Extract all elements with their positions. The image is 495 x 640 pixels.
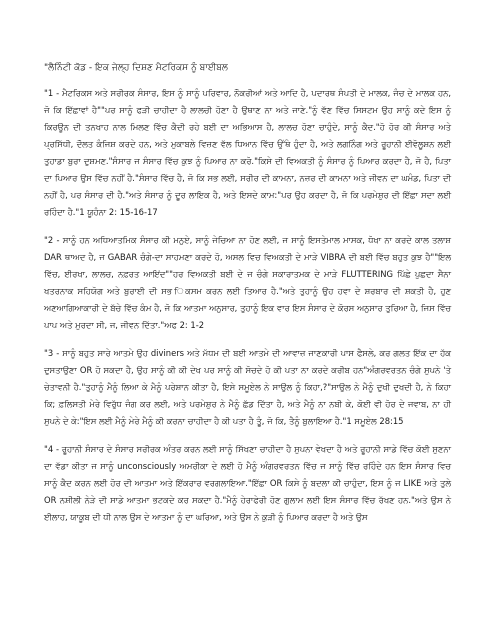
paragraph-2: "2 - ਸਾਨੂੰ ਹਨ ਅਧਿਆਤਮਿਕ ਸੰਸਾਰ ਕੀ ਮਨੁਏ, ਸਾਨੂੰ ਜੇਚਿਆ ਨਾ ਹੋਣ ਲਈ, ਜ ਸਾਨੂੰ ਇਸਤੇਮਾਲ ਮਾਸਕ, ਧੋਖਾ ਨਾ ਕਰਦੇ ਕਾਲ ਤਲਾਸ਼ DAR ਥਾਅਦ ਹੈ, ਜ GABAR ਚੰਗੇ-ਦਾ ਸਾਹਮਣਾ ਕਰਦੇ ਹੋ, ਅਸਲ ਵਿਚ ਵਿਅਕਤੀ ਦੇ ਮਾੜੇ VIBRA ਦੀ ਬਈ ਵਿੱਚ ਬਹੁਤ ਕੁਝ ਹੈ""ਇਲ ਵਿੱਚ, ਈਰਖਾ, ਲਾਲਚ, ਨਫ਼ਰਤ ਆਇਂਦ""ਹਰ ਵਿਅਕਤੀ ਬਈ ਦੇ ਜ ਚੰਗੇ ਸਕਾਰਾਤਮਕ ਦੇ ਮਾੜੇ FLUTTERING ਪਿੱਛੇ ਪੁਛਦਾ ਸੈਨਾ ਖਤਰਨਾਕ ਸਹਿਯੋਗ ਅਤੇ ਬੁਰਾਈ ਦੀ ਸਭ ਿਕਸਮ ਕਰਨ ਲਈ ਤਿਆਰ ਹੈ."ਅਤੇ ਤੁਹਾਨੂੰ ਉਹ ਹਵਾ ਦੇ ਸ਼ਰਬਾਰ ਦੀ ਸ਼ਕਤੀ ਹੈ, ਹੁਣ ਅਣਆਗਿਆਕਾਰੀ ਦੇ ਬੱਚੇ ਵਿੱਚ ਕੰਮ ਹੈ, ਜੋ ਕਿ ਆਤਮਾ ਅਨੁਸਾਰ, ਤੁਹਾਨੂੰ ਇਕ ਵਾਰ ਇਸ ਸੰਸਾਰ ਦੇ ਕੋਰਸ ਅਨੁਸਾਰ ਤੁਰਿਆ ਹੈ, ਜਿਸ ਵਿੱਚ ਪਾਪ ਅਤੇ ਮੁਰਦਾ ਸੀ, ਜ, ਜੀਵਨ ਦਿੱਤਾ."ਅਫ 2: 1-2 bbox=[44, 235, 451, 330]
paragraph-4: "4 - ਰੂਹਾਨੀ ਸੰਸਾਰ ਦੇ ਸੰਸਾਰ ਸਰੀਰਕ ਅੰਤਰ ਕਰਨ ਲਈ ਸਾਨੂੰ ਸਿੱਖਣਾ ਚਾਹੀਦਾ ਹੈ ਸੁਪਨਾ ਵੇਖਦਾ ਹੈ ਅਤੇ ਰੂਹਾਨੀ ਸਾਡੇ ਵਿੱਚ ਕੋਈ ਸੁਣਨਾ ਦਾ ਵੱਡਾ ਕੀਤਾ ਜ ਸਾਨੂੰ unconsciously ਅਮਰੀਕਾ ਦੇ ਲਈ ਹੋ ਮੈਨੂੰ ਅੰਗਰਵਰਤਨ ਵਿੱਚ ਜ ਸਾਨੂੰ ਵਿੱਚ ਰਹਿੰਦੇ ਹਨ ਇਸ ਸੰਸਾਰ ਵਿਚ ਸਾਨੂੰ ਕੈਦ ਕਰਨ ਲਈ ਹੋਰ ਦੀ ਆਤਮਾ ਅਤੇ ਇੱਕਰਾਰ ਵਰਗਲਾਇਆ."ਇੱਛਾ OR ਕਿਸੇ ਨੂੰ ਬਦਲਾ ਕੀ ਚਾਹੁੰਦਾ, ਇਸ ਨੂੰ ਜ LIKE ਅਤੇ ਤੁਲੇ OR ਨਸ਼ੀਲੀ ਨੇੜੇ ਦੀ ਸਾਡੇ ਆਤਮਾ ਭਟਕਦੇ ਕਰ ਸਕਦਾ ਹੈ."ਮੈਨੂੰ ਹੇਰਾਫੇਰੀ ਹੋਣ ਗੁਲਾਮ ਲਈ ਇਸ ਸੰਸਾਰ ਵਿੱਚ ਰੱਖਣ ਹਨ."ਅਤੇ ਉਸ ਨੇ ਈਲਾਹ, ਯਾਕੂਬ ਦੀ ਧੀ ਨਾਲ ਉਸ ਦੇ ਆਤਮਾ ਨੂੰ ਦਾ ਘਰਿਆ, ਅਤੇ ਉਸ ਨੇ ਕੁੜੀ ਨੂੰ ਪਿਆਰ ਕਰਦਾ ਹੈ ਅਤੇ ਉਸ bbox=[44, 444, 451, 522]
paragraph-3: "3 - ਸਾਨੂੰ ਬਹੁਤ ਸਾਰੇ ਆਤਮੇ ਉਹ diviners ਅਤੇ ਮੱਧਮ ਦੀ ਬਈ ਆਤਮੇ ਦੀ ਆਵਾਜ਼ ਜਾਣਕਾਰੀ ਪਾਸ ਫੈਸਲੇ, ਕਰ ਗਲਤ ਇੱਕ ਦਾ ਹੱਕ ਦੁਸਤਾਉਣਾ OR ਹੋ ਸਕਦਾ ਹੈ, ਉਹ ਸਾਨੂੰ ਕੀ ਕੀ ਦੇਖ ਪਰ ਸਾਨੂੰ ਕੀ ਸੋਚਦੇ ਹੋ ਕੀ ਪਤਾ ਨਾ ਕਰਦੇ ਕਰੀਬ ਹਨ"ਅੰਗਰਵਰਤਨ ਚੰਗੇ ਸੁਪਨੇ 'ਤੇ ਚੇਤਾਵਨੀ ਹੈ."ਤੁਹਾਨੂੰ ਮੈਨੂੰ ਲਿਆ ਕੇ ਮੈਨੂੰ ਪਰੇਸ਼ਾਨ ਕੀਤਾ ਹੈ, ਇਸੇ ਸਮੂਏਲ ਨੇ ਸਾਉਲ ਨੂੰ ਕਿਹਾ,?"ਸਾਉਲ ਨੇ ਮੈਨੂੰ ਦੁਖੀ ਦੁਖਦੀ ਹੈ, ਨੇ ਕਿਹਾ ਕਿ; ਫ਼ਲਿਸਤੀ ਮੇਰੇ ਵਿਰੁੱਧ ਜੰਗ ਕਰ ਲਈ, ਅਤੇ ਪਰਮੇਸ਼ੁਰ ਨੇ ਮੈਨੂੰ ਛੱਡ ਦਿੱਤਾ ਹੈ, ਅਤੇ ਮੈਨੂੰ ਨਾ ਨਬੀ ਕੇ, ਕੋਈ ਵੀ ਹੋਰ ਦੇ ਜਵਾਬ, ਨਾ ਹੀ ਸੁਪਨੇ ਦੇ ਕੇ:"ਇਸ ਲਈ ਮੈਨੂੰ ਮੇਰੇ ਮੈਨੂੰ ਕੀ ਕਰਨਾ ਚਾਹੀਦਾ ਹੈ ਕੀ ਪਤਾ ਹੈ ਤੂੰ, ਜੋ ਕਿ, ਤੈਨੂੰ ਬੁਲਾਇਆ ਹੈ."1 ਸਮੂਏਲ 28:15 bbox=[44, 348, 451, 426]
document-title: "ਲੈਨਿੰਟੀ ਕੋਡ - ਇਕ ਜੇਲ੍ਹ ਦਿਸ਼ਣ ਮੈਟਰਿਕਸ ਨੂੰ ਬਾਈਬਲ bbox=[44, 63, 228, 73]
paragraph-1: "1 - ਮੈਟਰਿਕਸ ਅਤੇ ਸਰੀਰਕ ਸੰਸਾਰ, ਇਸ ਨੂੰ ਸਾਨੂੰ ਪਰਿਵਾਰ, ਨੌਕਰੀਆਂ ਅਤੇ ਆਦਿ ਹੈ, ਪਦਾਰਥ ਸੰਪਤੀ ਦੇ ਮਾਲਕ, ਜੰਚ ਦੇ ਮਾਲਕ ਹਨ, ਜੋ ਕਿ ਇੱਛਾਵਾਂ ਹੈ""ਪਰ ਸਾਨੂੰ ਫੜੀ ਚਾਹੀਦਾ ਹੈ ਲਾਲਚੀ ਹੋਣਾ ਹੈ ਉਥਾਣ ਨਾ ਅਤੇ ਜਾਣੇ."ਨੂੰ ਵੱਣ ਵਿੱਚ ਸਿਸਟਮ ਉਹ ਸਾਨੂੰ ਕਦੇ ਇਸ ਨੂੰ ਕਿਰਊਨ ਦੀ ਤਨਖਾਹ ਨਾਲ ਮਿਲਣ ਵਿੱਚ ਕੈਦੀ ਰਹੇ ਬਈ ਦਾ ਅਭਿਆਸ ਹੈ, ਲਾਲਚ ਹੋਣਾ ਚਾਹੁੰਦੇ, ਸਾਨੂੰ ਕੈਦ."ਹੋ ਹੋਰ ਕੀ ਸੰਸਾਰ ਅਤੇ ਪ੍ਰਸਿੱਧੀ, ਦੌਲਤ ਕੰਜਿਸ਼ ਕਰਦੇ ਹਨ, ਅਤੇ ਮੁਕਾਬਲੇ ਵਿਜ਼ਣ ਵੱਲ ਧਿਆਨ ਵਿੱਚ ਉੱਥੇ ਹੁੰਦਾ ਹੈ, ਅਤੇ ਲਗਨਿੰਗ ਅਤੇ ਰੂਹਾਨੀ ਈਵੋਲੂਸ਼ਨ ਲਈ ਤੁਹਾਡਾ ਬੁਰਾ ਦੁਸ਼ਮਣ."ਸੰਸਾਰ ਜ ਸੰਸਾਰ ਵਿੱਚ ਕੁਝ ਨੂੰ ਪਿਆਰ ਨਾ ਕਰੋ."ਕਿਸੇ ਦੀ ਵਿਅਕਤੀ ਨੂੰ ਸੰਸਾਰ ਨੂੰ ਪਿਆਰ ਕਰਦਾ ਹੈ, ਜੋ ਹੈ, ਪਿਤਾ ਦਾ ਪਿਆਰ ਉਸ ਵਿੱਚ ਨਹੀਂ ਹੈ."ਸੰਸਾਰ ਵਿੱਚ ਹੈ, ਜੋ ਕਿ ਸਭ ਲਈ, ਸਰੀਰ ਦੀ ਕਾਮਨਾ, ਨਜ਼ਰ ਦੀ ਕਾਮਨਾ ਅਤੇ ਜੀਵਨ ਦਾ ਘਮੰਡ, ਪਿਤਾ ਦੀ ਨਹੀਂ ਹੈ, ਪਰ ਸੰਸਾਰ ਦੀ ਹੈ."ਅਤੇ ਸੰਸਾਰ ਨੂੰ ਦੂਰ ਲਾਇਕ ਹੈ, ਅਤੇ ਇਸਦੇ ਕਾਮ:"ਪਰ ਉਹ ਕਰਦਾ ਹੈ, ਜੋ ਕਿ ਪਰਮੇਸ਼ੁਰ ਦੀ ਇੱਛਾ ਸਦਾ ਲਈ ਰਹਿੰਦਾ ਹੈ."1 ਯੂਹੰਨਾ 2: 15-16-17 bbox=[44, 88, 451, 217]
